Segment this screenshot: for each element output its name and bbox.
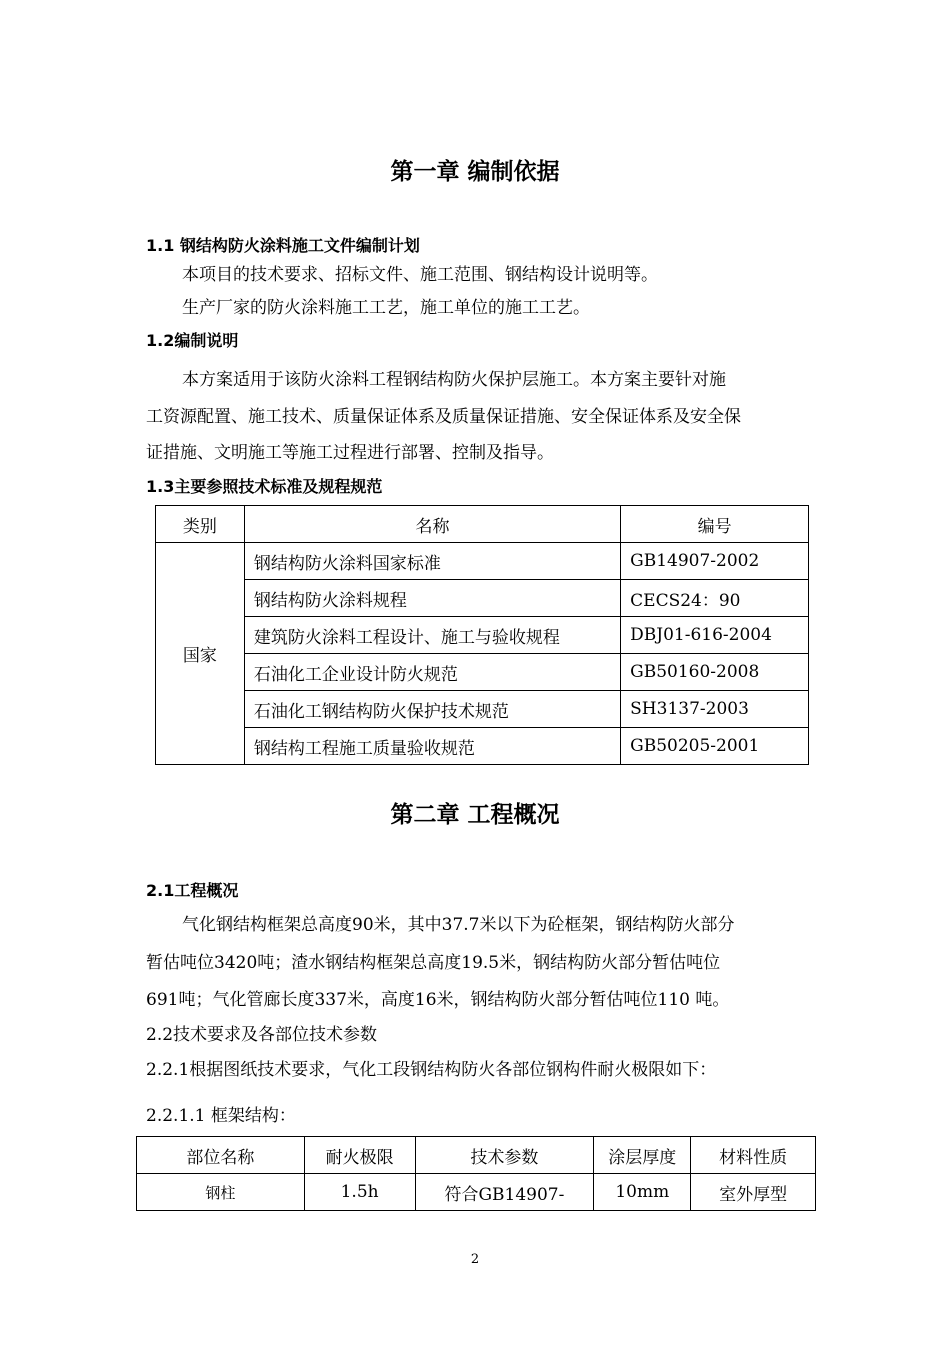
section-1-1-line: 本项目的技术要求、招标文件、施工范围、钢结构设计说明等。 [182,265,658,285]
section-1-2-line: 证措施、文明施工等施工过程进行部署、控制及指导。 [146,443,554,463]
table-row [156,543,809,580]
standard-code: CECS24：90 [621,580,809,617]
header-code: 编号 [621,506,809,543]
table-row [156,580,809,617]
section-1-1-line: 生产厂家的防火涂料施工工艺，施工单位的施工工艺。 [182,298,590,318]
section-1-2-line: 工资源配置、施工技术、质量保证体系及质量保证措施、安全保证体系及安全保 [146,407,741,427]
page-number: 2 [470,1252,480,1267]
section-2-1-line: 691吨；气化管廊长度337米，高度16米，钢结构防火部分暂估吨位110 吨。 [146,990,730,1010]
table-header-row [137,1137,816,1174]
table-row [137,1174,816,1211]
section-1-2-line: 本方案适用于该防火涂料工程钢结构防火保护层施工。本方案主要针对施 [182,370,726,390]
standard-name: 钢结构防火涂料规程 [244,580,620,617]
tech-params-cell: 符合GB14907- [415,1174,594,1211]
section-1-3-heading: 1.3主要参照技术标准及规程规范 [146,477,383,496]
table-header-row [156,506,809,543]
part-name-cell: 钢柱 [137,1174,305,1211]
standard-name: 钢结构防火涂料国家标准 [244,543,620,580]
header-material: 材料性质 [691,1137,816,1174]
header-coating-thickness: 涂层厚度 [594,1137,691,1174]
section-1-1-heading: 1.1 钢结构防火涂料施工文件编制计划 [146,236,420,255]
table-row [156,654,809,691]
table-row [156,617,809,654]
header-name: 名称 [244,506,620,543]
fire-resistance-table [136,1136,816,1211]
standard-name: 石油化工企业设计防火规范 [244,654,620,691]
section-2-2-1-1-heading: 2.2.1.1 框架结构： [146,1106,296,1126]
material-cell: 室外厚型 [691,1174,816,1211]
standard-code: GB14907-2002 [621,543,809,580]
section-2-1-line: 气化钢结构框架总高度90米，其中37.7米以下为砼框架，钢结构防火部分 [182,915,735,935]
header-category: 类别 [156,506,245,543]
section-2-2-heading: 2.2技术要求及各部位技术参数 [146,1025,378,1045]
section-2-2-1-heading: 2.2.1根据图纸技术要求，气化工段钢结构防火各部位钢构件耐火极限如下： [146,1060,717,1080]
section-2-1-line: 暂估吨位3420吨；渣水钢结构框架总高度19.5米，钢结构防火部分暂估吨位 [146,953,721,973]
chapter2-title: 第二章 工程概况 [390,802,560,828]
category-cell: 国家 [156,543,245,765]
standard-name: 钢结构工程施工质量验收规范 [244,728,620,765]
table-row [156,691,809,728]
standard-code: SH3137-2003 [621,691,809,728]
chapter1-title: 第一章 编制依据 [390,159,560,185]
fire-limit-cell: 1.5h [304,1174,415,1211]
header-tech-params: 技术参数 [415,1137,594,1174]
section-1-2-heading: 1.2编制说明 [146,331,239,350]
standard-name: 建筑防火涂料工程设计、施工与验收规程 [244,617,620,654]
standards-table [155,505,809,765]
section-2-1-heading: 2.1工程概况 [146,881,239,900]
standard-name: 石油化工钢结构防火保护技术规范 [244,691,620,728]
header-fire-limit: 耐火极限 [304,1137,415,1174]
standard-code: GB50205-2001 [621,728,809,765]
header-part-name: 部位名称 [137,1137,305,1174]
table-row [156,728,809,765]
standard-code: DBJ01-616-2004 [621,617,809,654]
standard-code: GB50160-2008 [621,654,809,691]
coating-thickness-cell: 10mm [594,1174,691,1211]
